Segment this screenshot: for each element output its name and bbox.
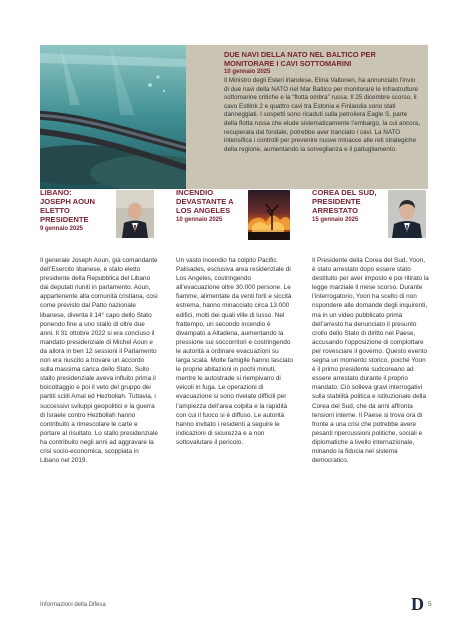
featured-headline: DUE NAVI DELLA NATO NEL BALTICO PER MONITORARE I CAVI SOTTOMARINI (224, 50, 376, 68)
article-south-korea (312, 188, 430, 465)
article-header (176, 188, 294, 248)
article-date: 9 gennaio 2025 (40, 226, 84, 232)
article-headline: COREA DEL SUD, PRESIDENTE ARRESTATO (312, 188, 377, 215)
featured-date: 10 gennaio 2025 (224, 69, 271, 75)
article-date: 10 gennaio 2025 (176, 217, 223, 223)
featured-body: Il Ministro degli Esteri irlandese, Elina Valtonen, ha annunciato l’invio di due navi della NATO nel Mar Baltico per monitorare le infrastrutture sottomarine critiche e la “flotta ombra” russa. Il 25 dicembre scorso, il cavo Estlink 2 e quattro cavi tra Estonia e Finlandia sono stati danneggiati. I sospetti sono ricaduti sulla petroliera Eagle S, parte della flotta russa che elude sistematicamente l’embargo, la cui ancora, recuperata dal fondale, potrebbe aver tranciato i cavi. La NATO intensifica i controlli per prevenire nuove minacce alle reti strategiche della regione, aumentando la sorveglianza e il pattugliamento. (224, 77, 421, 153)
wildfire-photo (248, 190, 290, 240)
article-body: Un vasto incendio ha colpito Pacific Palisades, esclusiva area residenziale di Los Angeles, costringendo all’evacuazione oltre 30.000 persone. Le fiamme, alimentate da venti forti e siccità estrema, hanno minacciato circa 13.000 edifici, molti dei quali ville di lusso. Nel frattempo, un secondo incendio è divampato a Altadena, aumentando la pressione sui soccorritori e costringendo le autorità a ordinare evacuazioni su larga scala. Molte famiglie hanno lasciato le proprie abitazioni in pochi minuti, mentre le autostrade si riempivano di veicoli in fuga. Le operazioni di evacuazione si sono rivelate difficili per l’ampiezza dell’area colpita e la rapidità con cui il fuoco si è diffuso. Le autorità hanno invitato i residenti a seguire le indicazioni di sicurezza e a non sottovalutare il pericolo. (176, 257, 293, 446)
magazine-logo: D (411, 594, 424, 614)
article-headline: LIBANO: JOSEPH AOUN ELETTO PRESIDENTE (40, 188, 95, 224)
article-lebanon (40, 188, 158, 465)
underwater-cable-photo (40, 45, 186, 189)
joseph-aoun-portrait (116, 190, 154, 238)
article-header (40, 188, 158, 248)
article-body: Il Presidente della Corea del Sud, Yoon, è stato arrestato dopo essere stato destituito per aver imposto e poi ritirato la legge marziale il mese scorso. Durante l’interrogatorio, Yoon ha scelto di non rispondere alle domande degli inquirenti, ma in un video pubblicato prima dell’arresto ha denunciato il presunto crollo dello Stato di diritto nel Paese, accusando l’opposizione di complottare per rovesciare il governo. Questo evento segna un momento storico, poiché Yoon è il primo presidente sudcoreano ad essere arrestato durante il proprio mandato. Ciò solleva gravi interrogativi sulla stabilità politica e istituzionale della Corea del Sud, che da anni affronta tensioni interne. Il Paese si trova ora di fronte a una crisi che potrebbe avere pesanti ripercussioni politiche, sociali e diplomatiche a livello internazionale, minando la fiducia nel sistema democratico. (312, 257, 429, 465)
featured-text-box (186, 45, 428, 189)
article-headline: INCENDIO DEVASTANTE A LOS ANGELES (176, 188, 234, 215)
article-body: Il generale Joseph Aoun, già comandante dell’Esercito libanese, è stato eletto presidente della Repubblica del Libano dai deputati riuniti in parlamento. Aoun, appartenente alla comunità cristiana, così come previsto dal Patto nazionale libanese, diventa il 14° capo dello Stato ponendo fine a uno stallo di oltre due anni. Il 31 ottobre 2022 si era concluso il mandato presidenziale di Michel Aoun e da allora in ben 12 sessioni il Parlamento non era riuscito a trovare un accordo sulla massima carica dello Stato. Sullo stallo presidenziale aveva influito prima il boicottaggio e poi il veto del gruppo dei partiti sciiti Amal ed Hezbollah. Tuttavia, i successivi sviluppi geopolitici e la guerra di Israele contro Hezbollah hanno contribuito a rimescolare le carte e portare al risultato. Lo stallo presidenziale ha contribuito negli anni ad aggravare la crisi socio-economica, scoppiata in Libano nel 2019. (40, 257, 158, 465)
article-los-angeles (176, 188, 294, 447)
yoon-portrait (388, 190, 426, 238)
article-header (312, 188, 430, 248)
featured-article (40, 45, 428, 189)
footer-section-name: Informazioni della Difesa (40, 602, 106, 608)
page-number: 5 (428, 601, 432, 608)
article-date: 15 gennaio 2025 (312, 217, 359, 223)
